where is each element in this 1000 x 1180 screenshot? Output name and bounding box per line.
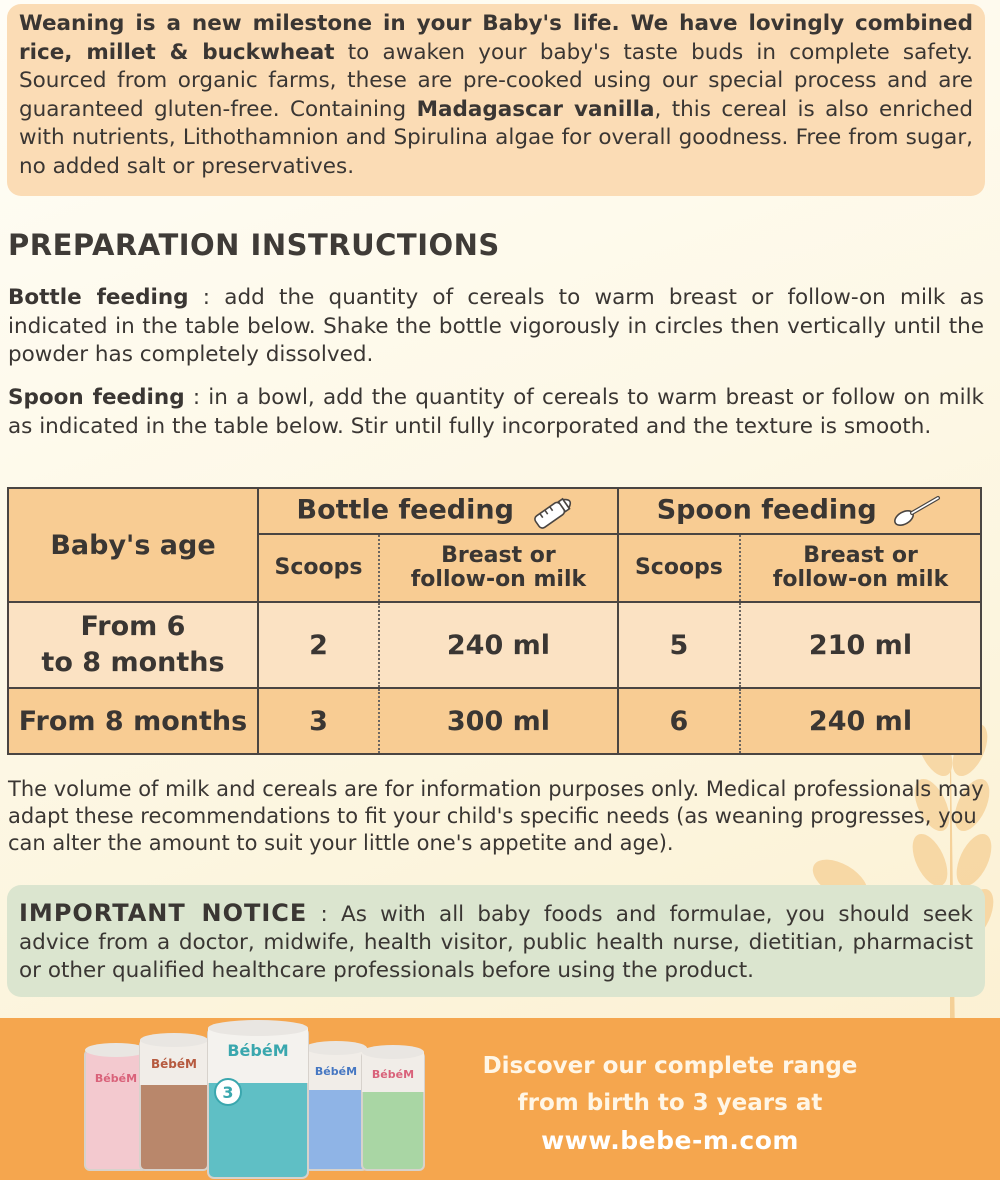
spoon-text: : in a bowl, add the quantity of cereals to warm breast or follow on milk as indicated in the table below. Stir until fully incorporated and the texture is smooth.	[8, 385, 985, 439]
age-header: Baby's age	[8, 488, 258, 602]
age-cell: From 8 months	[8, 688, 258, 754]
bottle-label: Bottle feeding	[8, 285, 189, 310]
important-notice-box	[7, 885, 985, 997]
notice-lead: IMPORTANT NOTICE	[19, 899, 308, 927]
table-header-row	[8, 488, 981, 534]
intro-box	[7, 4, 985, 196]
bottle-milk-cell: 300 ml	[379, 688, 618, 754]
spoon-milk-header-1: Breast or	[803, 543, 918, 568]
age-line-1: From 6	[80, 611, 186, 642]
bottle-scoops-cell: 3	[258, 688, 379, 754]
spoon-milk-cell: 210 ml	[740, 602, 981, 688]
bottle-milk-cell: 240 ml	[379, 602, 618, 688]
product-tin	[362, 1045, 424, 1170]
footer-line-1: Discover our complete range	[482, 1053, 858, 1079]
age-line-2: to 8 months	[41, 647, 225, 678]
product-tin	[140, 1033, 208, 1170]
footer-line-2: from birth to 3 years at	[517, 1090, 823, 1116]
product-tin-main	[208, 1020, 308, 1178]
tin-brand: BébéM	[151, 1057, 197, 1071]
product-tin	[85, 1043, 147, 1170]
intro-bold-vanilla: Madagascar vanilla	[416, 96, 655, 122]
bottle-header	[258, 488, 618, 534]
bottle-scoops-cell: 2	[258, 602, 379, 688]
spoon-milk-header	[740, 534, 981, 602]
disclaimer-text: The volume of milk and cereals are for information purposes only. Medical professionals may adapt these recommendations to fit your child's specific needs (as weaning progresses, you can alter the amount to suit your little one's appetite and age).	[8, 777, 984, 855]
spoon-label: Spoon feeding	[8, 385, 185, 410]
spoon-scoops-cell: 6	[618, 688, 740, 754]
bottle-scoops-header: Scoops	[258, 534, 379, 602]
tin-brand: BébéM	[227, 1041, 289, 1060]
product-tin	[305, 1041, 367, 1170]
notice-text: : As with all baby foods and formulae, you should seek advice from a doctor, midwife, health visitor, public health nurse, dietitian, pharmacist or other qualified healthcare professionals before using the product.	[19, 902, 973, 983]
footer-text	[470, 1048, 870, 1159]
intro-text-1: to awaken your baby's taste buds in complete safety. Sourced from organic farms, these are pre-cooked using our special process and are guaranteed gluten-free. Containing	[19, 39, 973, 122]
spoon-scoops-header: Scoops	[618, 534, 740, 602]
bottle-milk-header-1: Breast or	[441, 543, 556, 568]
spoon-header-label: Spoon feeding	[656, 494, 877, 526]
tin-number: 3	[222, 1083, 234, 1102]
bottle-milk-header	[379, 534, 618, 602]
table-row	[8, 688, 981, 754]
tin-brand: BébéM	[314, 1065, 358, 1078]
website-link[interactable]: www.bebe-m.com	[541, 1126, 799, 1155]
tin-brand: BébéM	[94, 1072, 138, 1085]
table-row	[8, 602, 981, 688]
spoon-milk-header-2: follow-on milk	[772, 567, 949, 592]
spoon-instructions	[8, 384, 984, 441]
tin-brand: BébéM	[371, 1068, 415, 1081]
age-cell	[8, 602, 258, 688]
dosage-table	[7, 487, 982, 755]
section-title: PREPARATION INSTRUCTIONS	[8, 228, 500, 262]
bottle-milk-header-2: follow-on milk	[410, 567, 587, 592]
spoon-milk-cell: 240 ml	[740, 688, 981, 754]
bottle-header-label: Bottle feeding	[296, 494, 514, 526]
intro-bold-lead: Weaning is a new milestone in your Baby's life. We have lovingly combined rice, millet & buckwheat	[19, 11, 973, 65]
intro-text-2: , this cereal is also enriched with nutrients, Lithothamnion and Spirulina algae for overall goodness. Free from sugar, no added salt or preservatives.	[19, 96, 973, 179]
spoon-icon	[892, 494, 942, 528]
bottle-text: : add the quantity of cereals to warm breast or follow-on milk as indicated in the table below. Shake the bottle vigorously in circles then vertically until the powder has completely dissolved.	[8, 285, 985, 367]
spoon-scoops-cell: 5	[618, 602, 740, 688]
product-range-image	[80, 1020, 440, 1180]
bottle-instructions	[8, 284, 984, 370]
baby-bottle-icon	[529, 493, 579, 529]
spoon-header	[618, 488, 981, 534]
